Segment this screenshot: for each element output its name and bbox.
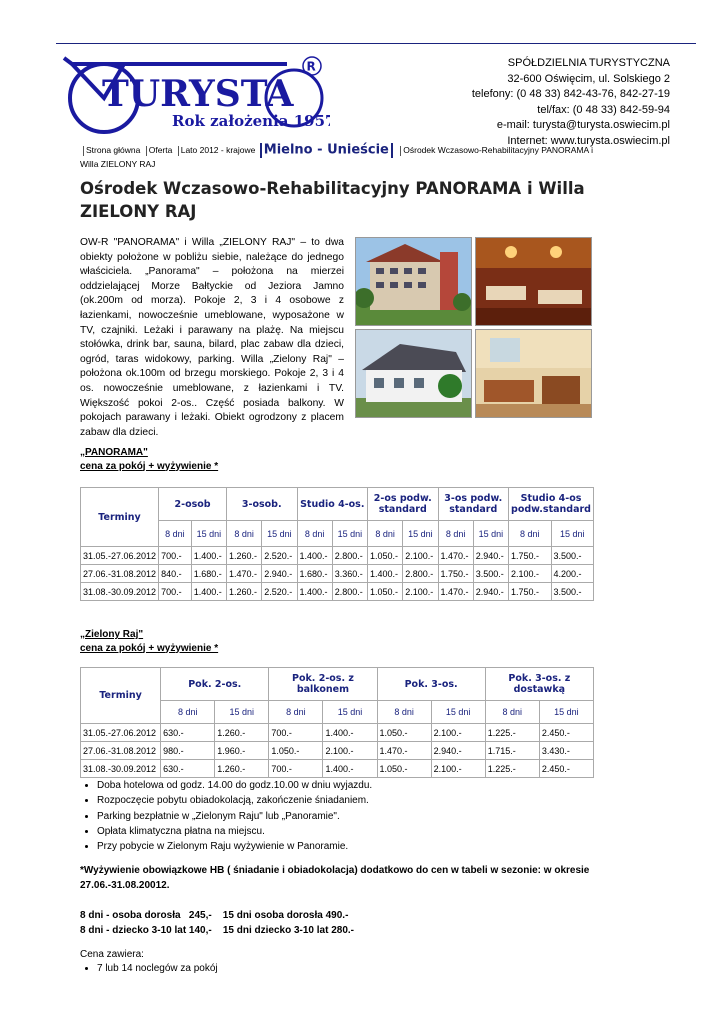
- price-cell: 1.400.-: [297, 547, 332, 565]
- price-cell: 700.-: [159, 547, 192, 565]
- price-cell: 630.-: [161, 760, 215, 778]
- duration-header: 8 dni: [509, 521, 551, 547]
- table-row: [81, 760, 594, 778]
- price-cell: 1.050.-: [368, 583, 403, 601]
- price-cell: 3.360.-: [332, 565, 367, 583]
- price-cell: 1.400.-: [297, 583, 332, 601]
- zielony-heading: „Zielony Raj" cena za pokój + wyżywienie *: [80, 629, 219, 654]
- price-cell: 1.680.-: [297, 565, 332, 583]
- term-cell: 27.06.-31.08.2012: [81, 565, 159, 583]
- price-line: 8 dni - osoba dorosła 245,- 15 dni osoba dorosła 490.-: [80, 910, 349, 921]
- price-cell: 2.800.-: [332, 547, 367, 565]
- duration-header: 15 dni: [332, 521, 367, 547]
- header-rule: [56, 43, 696, 44]
- price-cell: 2.800.-: [403, 565, 438, 583]
- list-item: • Rozpoczęcie pobytu obiadokolacją, zakończenie śniadaniem.: [97, 793, 617, 808]
- price-cell: 1.400.-: [323, 724, 377, 742]
- duration-header: 8 dni: [297, 521, 332, 547]
- breadcrumb: [80, 143, 600, 170]
- price-cell: 2.100.-: [403, 547, 438, 565]
- price-cell: 1.225.-: [485, 760, 539, 778]
- price-cell: 1.715.-: [485, 742, 539, 760]
- price-cell: 2.800.-: [332, 583, 367, 601]
- price-cell: 1.400.-: [191, 583, 226, 601]
- price-cell: 3.500.-: [551, 583, 594, 601]
- contact-website[interactable]: Internet: www.turysta.oswiecim.pl: [507, 134, 670, 147]
- price-cell: 2.520.-: [262, 547, 297, 565]
- list-item: • Doba hotelowa od godz. 14.00 do godz.10.00 w dniu wyjazdu.: [97, 778, 617, 793]
- price-cell: 2.450.-: [539, 760, 593, 778]
- price-cell: 840.-: [159, 565, 192, 583]
- duration-header: 8 dni: [269, 701, 323, 724]
- room-header: Studio 4-os.: [297, 488, 368, 521]
- duration-header: 15 dni: [215, 701, 269, 724]
- price-cell: 2.100.-: [431, 724, 485, 742]
- list-item: • Opłata klimatyczna płatna na miejscu.: [97, 824, 617, 839]
- duration-header: 8 dni: [227, 521, 262, 547]
- price-cell: 1.750.-: [509, 547, 551, 565]
- price-cell: 1.470.-: [438, 547, 473, 565]
- price-cell: 1.400.-: [323, 760, 377, 778]
- room-header: 3-osob.: [227, 488, 298, 521]
- duration-header: 8 dni: [377, 701, 431, 724]
- price-cell: 980.-: [161, 742, 215, 760]
- duration-header: 8 dni: [438, 521, 473, 547]
- price-cell: 1.260.-: [215, 724, 269, 742]
- price-cell: 630.-: [161, 724, 215, 742]
- room-header: Pok. 3-os. z dostawką: [485, 668, 593, 701]
- duration-header: 8 dni: [161, 701, 215, 724]
- panorama-price-table: [80, 487, 594, 601]
- breadcrumb-season-link[interactable]: Lato 2012 - krajowe: [180, 144, 256, 155]
- contact-block: [472, 56, 670, 149]
- terms-header: Terminy: [81, 668, 161, 724]
- duration-header: 15 dni: [323, 701, 377, 724]
- price-cell: 2.940.-: [473, 547, 508, 565]
- price-cell: 700.-: [269, 760, 323, 778]
- price-cell: 1.050.-: [377, 724, 431, 742]
- price-cell: 1.470.-: [377, 742, 431, 760]
- price-cell: 3.500.-: [473, 565, 508, 583]
- zielony-price-table: [80, 667, 594, 778]
- room-header: 2-os podw. standard: [368, 488, 439, 521]
- price-cell: 1.400.-: [368, 565, 403, 583]
- price-cell: 4.200.-: [551, 565, 594, 583]
- price-cell: 2.100.-: [509, 565, 551, 583]
- breadcrumb-location-link[interactable]: Mielno - Unieście: [263, 142, 389, 158]
- duration-header: 15 dni: [431, 701, 485, 724]
- price-cell: 1.470.-: [227, 565, 262, 583]
- svg-text:Rok założenia 1957: Rok założenia 1957: [172, 112, 330, 130]
- svg-text:R: R: [306, 59, 316, 74]
- includes-label: Cena zawiera:: [80, 949, 144, 960]
- price-cell: 2.100.-: [431, 760, 485, 778]
- info-list: [80, 778, 617, 854]
- price-cell: 700.-: [269, 724, 323, 742]
- list-item: • Przy pobycie w Zielonym Raju wyżywienie w Panoramie.: [97, 839, 617, 854]
- price-cell: 1.260.-: [227, 583, 262, 601]
- price-cell: 1.050.-: [368, 547, 403, 565]
- price-cell: 700.-: [159, 583, 192, 601]
- duration-header: 8 dni: [159, 521, 192, 547]
- table-row: [81, 547, 594, 565]
- price-cell: 1.750.-: [438, 565, 473, 583]
- duration-header: 15 dni: [473, 521, 508, 547]
- room-header: Pok. 2-os. z balkonem: [269, 668, 377, 701]
- page-title: Ośrodek Wczasowo-Rehabilitacyjny PANORAMA i Willa ZIELONY RAJ: [80, 179, 585, 221]
- term-cell: 31.05.-27.06.2012: [81, 547, 159, 565]
- table-row: [81, 565, 594, 583]
- term-cell: 31.08.-30.09.2012: [81, 760, 161, 778]
- contact-line: tel/fax: (0 48 33) 842-59-94: [537, 103, 670, 116]
- duration-header: 15 dni: [403, 521, 438, 547]
- description: OW-R "PANORAMA" i Willa „ZIELONY RAJ" – to dwa obiekty położone w pobliżu siebie, należące do jednego właściciela. „Panorama" – położona na mierzei oddzielającej Morze Bałtyckie od Jeziora Jamno (ok.200m od morza). Pokoje 2, 3 i 4 osobowe z łazienkami, nowocześnie umeblowane, wyposażone w TV, czajniki. Leżaki i parawany na plażę. Na miejscu stołówka, drink bar, sauna, bilard, plac zabaw dla dzieci, ogród, taras widokowy, parking. Willa „Zielony Raj" – położona ok.100m od brzegu morskiego. Pokoje 2, 3 i 4 os. nowocześnie umeblowane, z łazienkami i TV. Większość pokoi 2-os.. Część posiada balkony. W pokojach parawany i leżaki. Obiekt ogrodzony z placem zabaw dla dzieci.: [80, 237, 344, 438]
- price-cell: 2.940.-: [262, 565, 297, 583]
- list-item: • Parking bezpłatnie w „Zielonym Raju" lub „Panoramie".: [97, 809, 617, 824]
- price-includes: [80, 948, 600, 976]
- breadcrumb-home-link[interactable]: Strona główna: [86, 144, 141, 155]
- price-cell: 1.050.-: [377, 760, 431, 778]
- duration-header: 8 dni: [485, 701, 539, 724]
- contact-line: 32-600 Oświęcim, ul. Solskiego 2: [507, 72, 670, 85]
- price-cell: 1.050.-: [269, 742, 323, 760]
- term-cell: 31.08.-30.09.2012: [81, 583, 159, 601]
- duration-header: 15 dni: [551, 521, 594, 547]
- photo-room-interior[interactable]: [475, 329, 592, 418]
- breadcrumb-offer-link[interactable]: Oferta: [148, 144, 173, 155]
- photo-building-exterior[interactable]: [355, 237, 472, 326]
- photo-villa-exterior[interactable]: [355, 329, 472, 418]
- price-cell: 1.260.-: [227, 547, 262, 565]
- price-line: 8 dni - dziecko 3-10 lat 140,- 15 dni dziecko 3-10 lat 280.-: [80, 925, 354, 936]
- price-cell: 3.430.-: [539, 742, 593, 760]
- price-cell: 1.470.-: [438, 583, 473, 601]
- contact-email[interactable]: e-mail: turysta@turysta.oswiecim.pl: [496, 119, 670, 131]
- term-cell: 27.06.-31.08.2012: [81, 742, 161, 760]
- price-cell: 2.520.-: [262, 583, 297, 601]
- duration-header: 15 dni: [262, 521, 297, 547]
- price-cell: 1.960.-: [215, 742, 269, 760]
- turysta-logo: [62, 54, 330, 136]
- price-cell: 2.100.-: [403, 583, 438, 601]
- term-cell: 31.05.-27.06.2012: [81, 724, 161, 742]
- price-cell: 1.260.-: [215, 760, 269, 778]
- meal-prices: [80, 908, 600, 938]
- room-header: 2-osob: [159, 488, 227, 521]
- table-row: [81, 742, 594, 760]
- room-header: 3-os podw. standard: [438, 488, 509, 521]
- duration-header: 15 dni: [539, 701, 593, 724]
- contact-line: SPÓŁDZIELNIA TURYSTYCZNA: [507, 57, 670, 69]
- price-cell: 3.500.-: [551, 547, 594, 565]
- meal-note: *Wyżywienie obowiązkowe HB ( śniadanie i obiadokolacja) dodatkowo do cen w tabeli w sezonie: w okresie 27.06.-31.08.20012.: [80, 865, 590, 891]
- breadcrumb-current: Ośrodek Wczasowo-Rehabilitacyjny PANORAMA i Willa ZIELONY RAJ: [80, 144, 593, 169]
- terms-header: Terminy: [81, 488, 159, 547]
- price-cell: 2.940.-: [473, 583, 508, 601]
- duration-header: 8 dni: [368, 521, 403, 547]
- panorama-heading: „PANORAMA" cena za pokój + wyżywienie *: [80, 447, 219, 472]
- table-row: [81, 583, 594, 601]
- svg-text:TURYSTA: TURYSTA: [102, 73, 294, 115]
- price-cell: 2.450.-: [539, 724, 593, 742]
- price-cell: 1.680.-: [191, 565, 226, 583]
- room-header: Pok. 3-os.: [377, 668, 485, 701]
- room-header: Pok. 2-os.: [161, 668, 269, 701]
- duration-header: 15 dni: [191, 521, 226, 547]
- room-header: Studio 4-os podw.standard: [509, 488, 594, 521]
- price-cell: 1.225.-: [485, 724, 539, 742]
- price-cell: 2.100.-: [323, 742, 377, 760]
- photo-dining-room[interactable]: [475, 237, 592, 326]
- contact-line: telefony: (0 48 33) 842-43-76, 842-27-19: [471, 88, 670, 100]
- price-cell: 1.750.-: [509, 583, 551, 601]
- list-item: • 7 lub 14 noclegów za pokój: [97, 962, 600, 976]
- price-cell: 1.400.-: [191, 547, 226, 565]
- table-row: [81, 724, 594, 742]
- price-cell: 2.940.-: [431, 742, 485, 760]
